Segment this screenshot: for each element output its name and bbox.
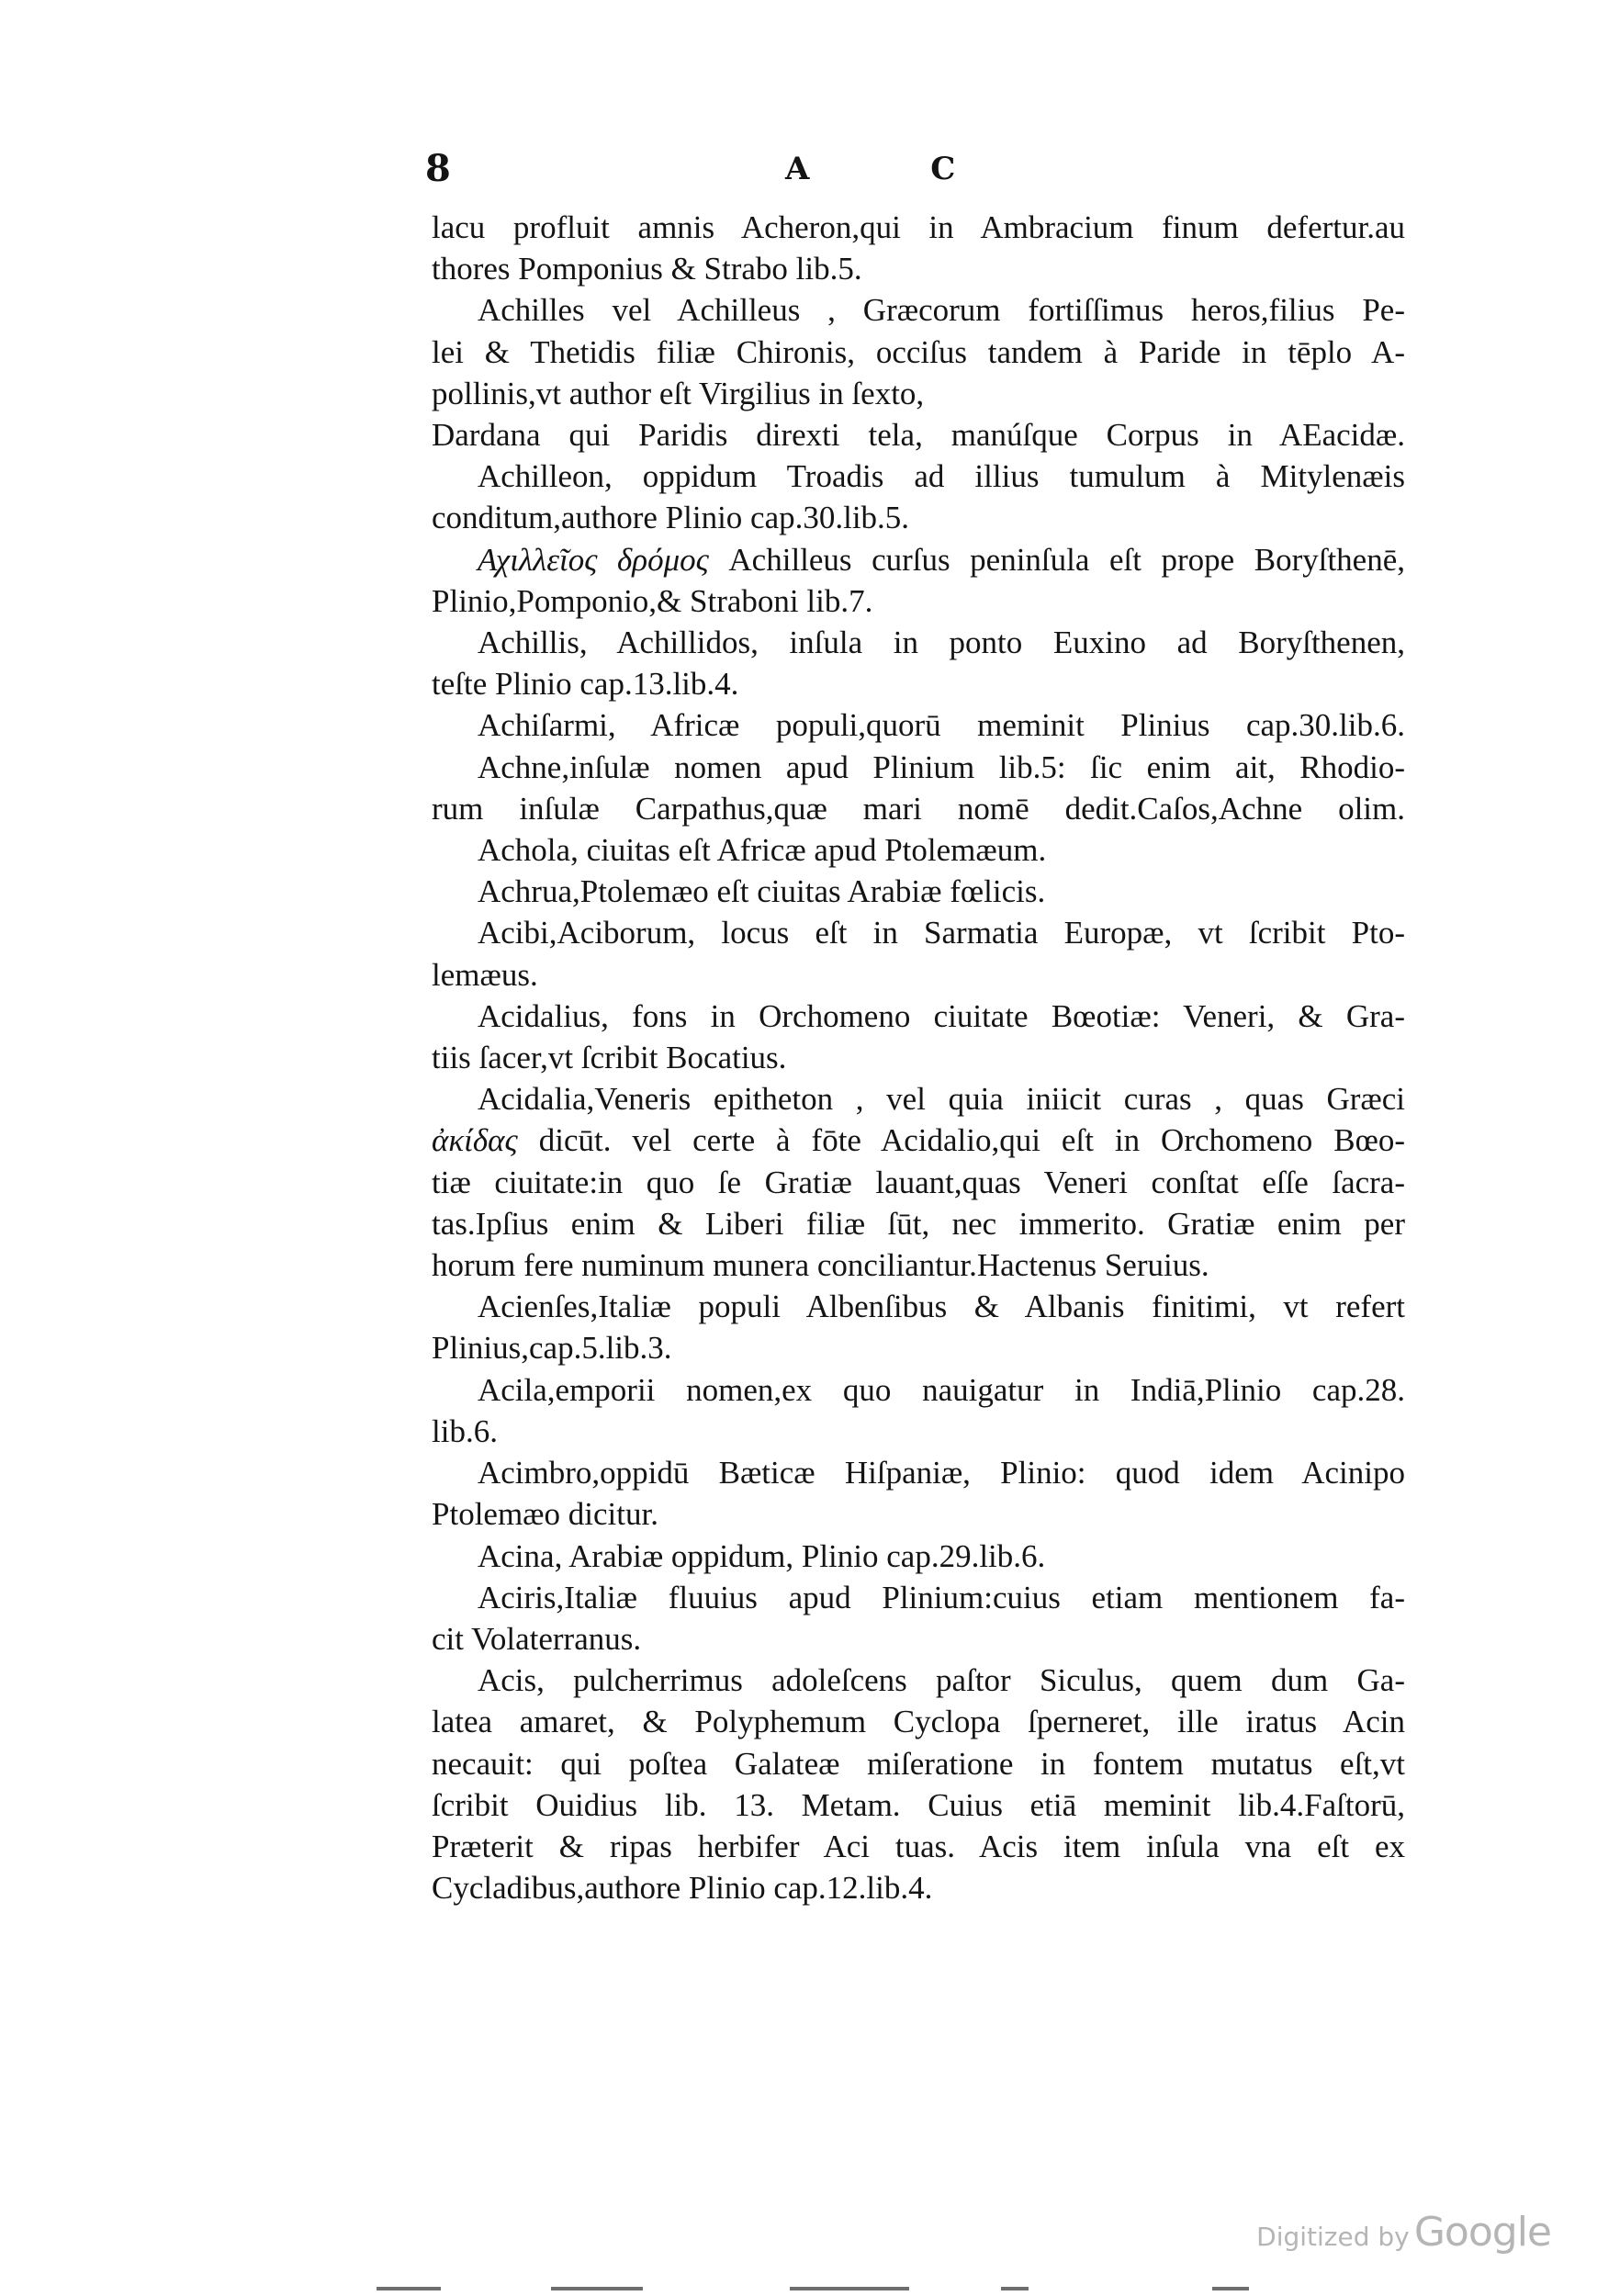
text-line: lei & Thetidis filiæ Chironis, occiſus tandem à Paride in tēplo A- — [432, 333, 1405, 370]
text-line: pollinis,vt author eſt Virgilius in ſexto, — [432, 375, 925, 411]
entry-achilleus-cursus — [432, 539, 1405, 580]
text-line: Præterit & ripas herbifer Aci tuas. Acis item inſula vna eſt ex — [432, 1828, 1405, 1864]
entry-achisarmi: Achiſarmi, Africæ populi,quorū meminit Plinius cap.30.lib.6. — [478, 707, 1405, 744]
entry-achilles: Achilles vel Achilleus , Græcorum fortiſſimus heros,filius Pe- — [478, 292, 1405, 329]
text-line: ſcribit Ouidius lib. 13. Metam. Cuius etiā meminit lib.4.Faſtorū, — [432, 1786, 1405, 1823]
page-number: 8 — [425, 147, 451, 190]
text-line: tiis ſacer,vt ſcribit Bocatius. — [432, 1040, 787, 1076]
text-line: Cycladibus,authore Plinio cap.12.lib.4. — [432, 1870, 933, 1907]
entry-acibi: Acibi,Aciborum, locus eſt in Sarmatia Europæ, vt ſcribit Pto- — [478, 915, 1405, 951]
text-line: lacu profluit amnis Acheron,qui in Ambracium finum defertur.au — [432, 209, 1405, 245]
text-line: tiæ ciuitate:in quo ſe Gratiæ lauant,quas Veneri conſtat eſſe ſacra- — [432, 1164, 1405, 1200]
entry-achilleon: Achilleon, oppidum Troadis ad illius tumulum à Mitylenæis — [478, 458, 1405, 495]
verse-line: Dardana qui Paridis direxti tela, manúſque Corpus in AEacidæ. — [432, 417, 1405, 454]
entry-acidalia: Acidalia,Veneris epitheton , vel quia iniicit curas , quas Græci — [478, 1081, 1405, 1118]
entry-achrua: Achrua,Ptolemæo eſt ciuitas Arabiæ fœlicis. — [478, 873, 1046, 910]
entry-achola: Achola, ciuitas eſt Africæ apud Ptolemæum. — [478, 832, 1047, 869]
greek-akidas: ἀκίδας — [432, 1122, 518, 1159]
text-line: Plinio,Pomponio,& Straboni lib.7. — [432, 582, 873, 619]
running-head-letters: A C — [785, 151, 1011, 187]
entry-acienses: Acienſes,Italiæ populi Albenſibus & Albanis finitimi, vt refert — [478, 1289, 1405, 1325]
text-line: Ptolemæo dicitur. — [432, 1496, 658, 1533]
text-line: rum inſulæ Carpathus,quæ mari nomē dedit.Caſos,Achne olim. — [432, 790, 1405, 827]
text-line: Achilleus curſus peninſula eſt prope Boryſthenē, — [728, 541, 1405, 578]
entry-acidalius: Acidalius, fons in Orchomeno ciuitate Bœotiæ: Veneri, & Gra- — [478, 997, 1405, 1034]
entry-acimbro: Acimbro,oppidū Bæticæ Hiſpaniæ, Plinio: quod idem Acinipo — [478, 1455, 1405, 1491]
page-edge-mark — [1001, 2287, 1029, 2290]
entry-achillis: Achillis, Achillidos, inſula in ponto Euxino ad Boryſthenen, — [478, 625, 1405, 661]
google-logo: Google — [1413, 2209, 1551, 2256]
text-line: lib.6. — [432, 1412, 498, 1449]
page-edge-mark — [551, 2287, 643, 2290]
text-line: lemæus. — [432, 956, 538, 993]
entry-acis: Acis, pulcherrimus adoleſcens paſtor Siculus, quem dum Ga- — [478, 1662, 1405, 1699]
text-line: conditum,authore Plinio cap.30.lib.5. — [432, 500, 910, 536]
greek-achilleos-dromos: Αχιλλεῖος δρόμος — [478, 541, 709, 578]
text-line: necauit: qui poſtea Galateæ miſeratione in fontem mutatus eſt,vt — [432, 1745, 1405, 1782]
text-line: horum fere numinum munera conciliantur.Hactenus Seruius. — [432, 1247, 1209, 1284]
digitized-by-google-watermark — [1256, 2209, 1551, 2256]
entry-aciris: Aciris,Italiæ fluuius apud Plinium:cuius etiam mentionem fa- — [478, 1579, 1405, 1615]
text-line — [432, 1120, 1405, 1161]
page-edge-mark — [1212, 2287, 1249, 2290]
page-edge-mark — [377, 2287, 441, 2290]
text-line: latea amaret, & Polyphemum Cyclopa ſperneret, ille iratus Acin — [432, 1704, 1405, 1740]
dictionary-text — [432, 207, 1405, 1908]
text-line: thores Pomponius & Strabo lib.5. — [432, 251, 862, 287]
text-line: tas.Ipſius enim & Liberi filiæ ſūt, nec immerito. Gratiæ enim per — [432, 1205, 1405, 1242]
page-edge-mark — [790, 2287, 909, 2290]
text-line: teſte Plinio cap.13.lib.4. — [432, 666, 739, 703]
text-line: dicūt. vel certe à fōte Acidalio,qui eſt in Orchomeno Bœo- — [538, 1122, 1405, 1159]
entry-acila: Acila,emporii nomen,ex quo nauigatur in Indiā,Plinio cap.28. — [478, 1371, 1405, 1408]
entry-acina: Acina, Arabiæ oppidum, Plinio cap.29.lib.6. — [478, 1537, 1046, 1574]
watermark-prefix: Digitized by — [1256, 2222, 1410, 2252]
entry-achne: Achne,inſulæ nomen apud Plinium lib.5: ſic enim ait, Rhodio- — [478, 748, 1405, 785]
text-line: Plinius,cap.5.lib.3. — [432, 1330, 672, 1367]
running-head — [418, 147, 1391, 202]
text-line: cit Volaterranus. — [432, 1620, 642, 1657]
